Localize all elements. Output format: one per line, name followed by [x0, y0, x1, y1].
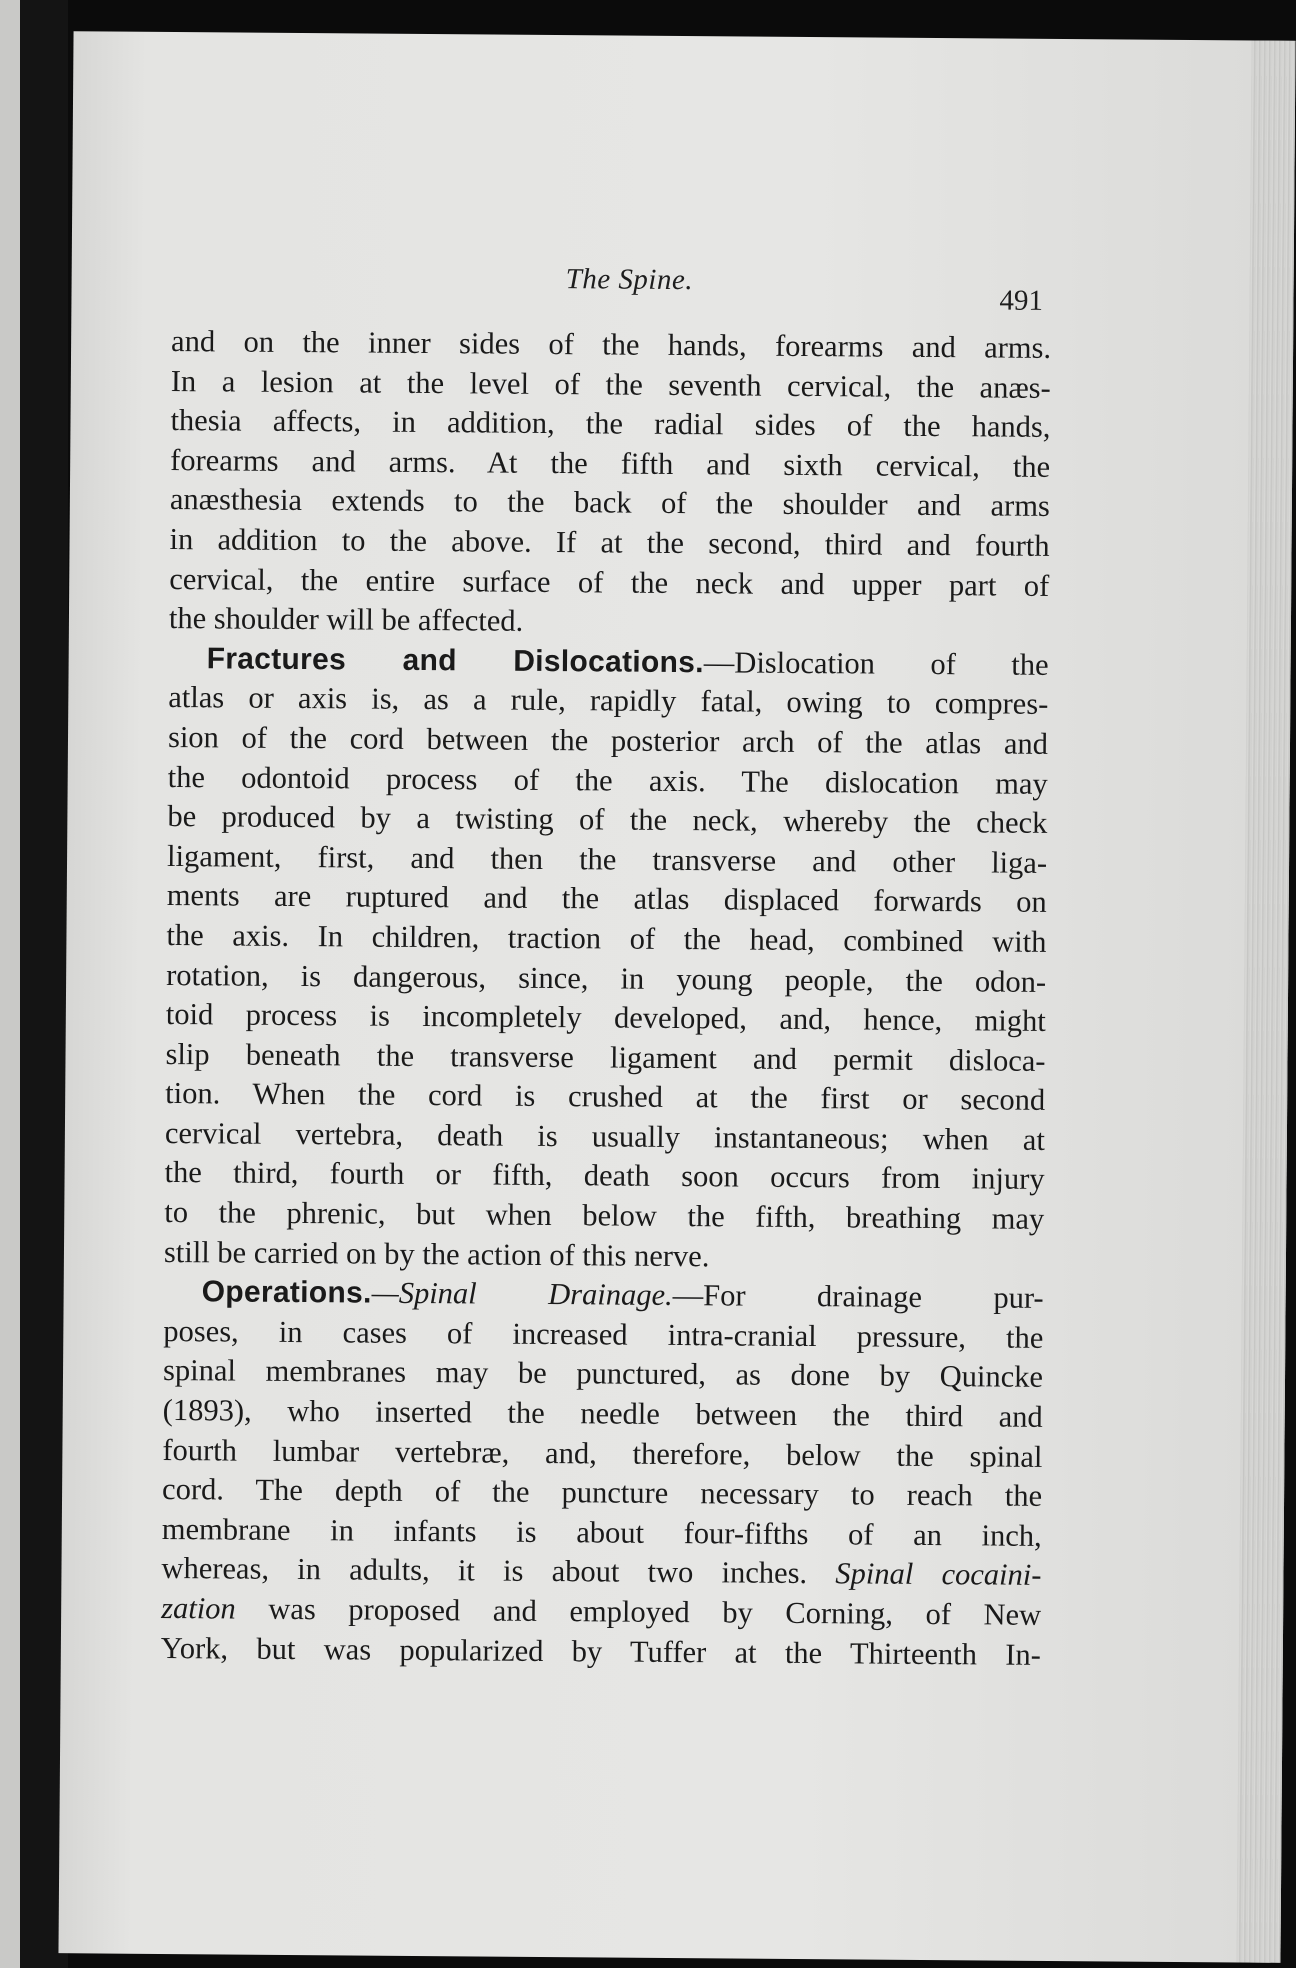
text-line: cervical, the entire surface of the neck and upper part of — [169, 561, 1050, 603]
text-line: the axis. In children, traction of the head, combined with — [166, 917, 1047, 959]
text-line: York, but was popularized by Tuffer at the Thirteenth In- — [160, 1630, 1041, 1672]
text-line-with-heading — [164, 1272, 1044, 1319]
running-head-title: The Spine. — [565, 263, 694, 297]
page-number: 491 — [999, 284, 1044, 317]
text-line: the third, fourth or fifth, death soon occurs from injury — [164, 1155, 1045, 1197]
text-line: slip beneath the transverse ligament and permit disloca- — [165, 1036, 1046, 1078]
running-head — [72, 225, 1294, 317]
text-line-with-italic — [161, 1549, 1041, 1596]
text-line: tion. When the cord is crushed at the first or second — [165, 1076, 1046, 1118]
text-run: —For drainage pur- — [672, 1278, 1044, 1316]
text-line: ligament, first, and then the transverse and other liga- — [166, 838, 1048, 880]
text-line: poses, in cases of increased intra-cranial pressure, the — [163, 1313, 1044, 1355]
text-line: membrane in infants is about four-fifths of an inch, — [161, 1511, 1042, 1553]
italic-term: Spinal cocaini- — [835, 1556, 1042, 1593]
text-line: and on the inner sides of the hands, forearms and arms. — [171, 324, 1052, 365]
text-line: atlas or axis is, as a rule, rapidly fatal, owing to compres- — [168, 680, 1049, 722]
text-line: cervical vertebra, death is usually instantaneous; when at — [164, 1115, 1046, 1157]
book-page — [58, 31, 1295, 1963]
italic-term: zation — [161, 1590, 236, 1626]
text-line-with-heading — [168, 639, 1048, 686]
text-line: ments are ruptured and the atlas displaced forwards on — [166, 878, 1047, 920]
text-line: to the phrenic, but when below the fifth, breathing may — [164, 1195, 1045, 1236]
text-line: still be carried on by the action of this nerve. — [163, 1234, 710, 1273]
text-line: In a lesion at the level of the seventh cervical, the anæs- — [170, 363, 1051, 405]
text-line: thesia affects, in addition, the radial sides of the hands, — [170, 403, 1051, 445]
text-line-with-italic — [161, 1589, 1041, 1636]
text-line: in addition to the above. If at the second, third and fourth — [169, 521, 1050, 563]
text-run: whereas, in adults, it is about two inches. — [161, 1551, 836, 1591]
paragraph-fractures — [164, 639, 1049, 1279]
text-line: cord. The depth of the puncture necessary to reach the — [161, 1472, 1043, 1514]
text-run: —Dislocation of the — [703, 644, 1049, 682]
text-run: was proposed and employed by Corning, of New — [235, 1591, 1042, 1632]
facing-page-sliver — [0, 0, 20, 1968]
text-line: toid process is incompletely developed, and, hence, might — [165, 997, 1046, 1038]
text-line: be produced by a twisting of the neck, whereby the check — [167, 799, 1048, 841]
text-line: the odontoid process of the axis. The dislocation may — [167, 759, 1048, 801]
text-line: forearms and arms. At the fifth and sixth cervical, the — [170, 442, 1051, 484]
text-line: fourth lumbar vertebræ, and, therefore, below the spinal — [162, 1432, 1043, 1474]
subheading-spinal-drainage: —Spinal Drainage. — [371, 1275, 673, 1313]
text-line: spinal membranes may be punctured, as done by Quincke — [162, 1353, 1044, 1395]
paragraph-operations — [161, 1272, 1044, 1675]
page-edges — [1236, 40, 1295, 1962]
text-line: the shoulder will be affected. — [168, 601, 524, 638]
body-text — [161, 322, 1052, 1675]
text-line: sion of the cord between the posterior arch of the atlas and — [167, 719, 1049, 761]
text-line: anæsthesia extends to the back of the shoulder and arms — [169, 482, 1050, 524]
text-line: (1893), who inserted the needle between the third and — [162, 1393, 1043, 1434]
section-heading-fractures: Fractures and Dislocations. — [206, 642, 705, 679]
paragraph-continued — [169, 322, 1051, 646]
text-line: rotation, is dangerous, since, in young people, the odon- — [166, 957, 1047, 999]
section-heading-operations: Operations. — [201, 1275, 372, 1310]
